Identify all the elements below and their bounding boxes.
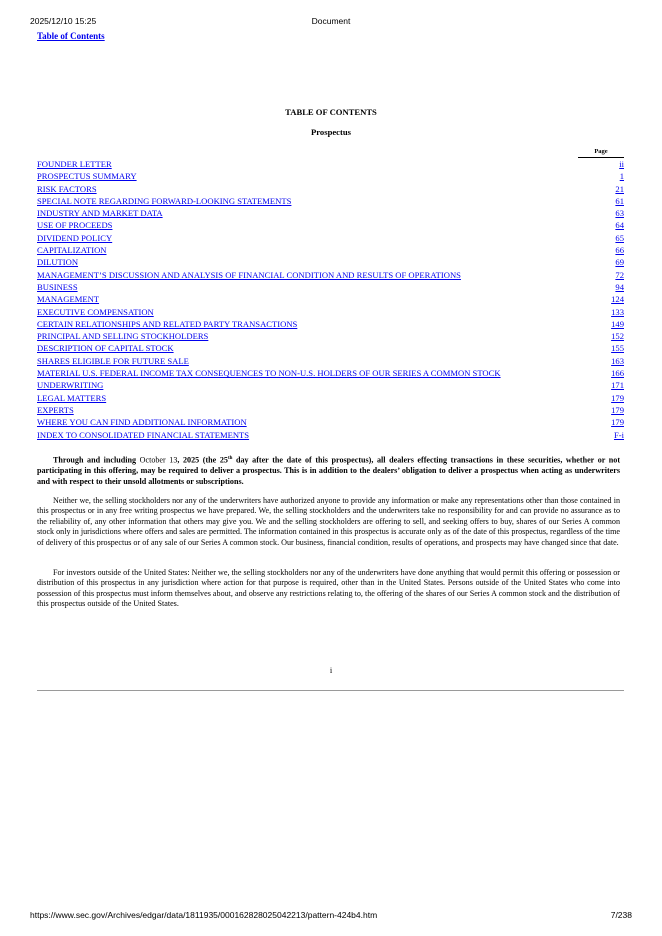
no-representation-paragraph [37, 496, 620, 548]
toc-entry [37, 318, 624, 330]
toc-entry-page[interactable]: 65 [615, 232, 624, 243]
toc-entry [37, 195, 624, 207]
toc-entry-page[interactable]: 179 [611, 392, 624, 403]
toc-entry [37, 256, 624, 268]
toc-list [37, 158, 624, 441]
toc-entry-label[interactable]: MATERIAL U.S. FEDERAL INCOME TAX CONSEQUENCES TO NON-U.S. HOLDERS OF OUR SERIES A COMMON STOCK [37, 368, 501, 379]
print-url: https://www.sec.gov/Archives/edgar/data/1811935/000162828025042213/pattern-424b4.htm [30, 910, 378, 920]
page-number: i [329, 665, 333, 675]
toc-entry-label[interactable]: UNDERWRITING [37, 380, 104, 391]
table-of-contents-link[interactable]: Table of Contents [37, 31, 105, 41]
toc-entry [37, 355, 624, 367]
toc-entry-page[interactable]: 149 [611, 318, 624, 329]
toc-entry-page[interactable]: 66 [615, 245, 624, 256]
notice-date: October 13 [139, 455, 178, 465]
toc-entry-page[interactable]: 133 [611, 306, 624, 317]
toc-entry-label[interactable]: USE OF PROCEEDS [37, 220, 113, 231]
toc-entry-label[interactable]: EXPERTS [37, 404, 74, 415]
toc-entry [37, 244, 624, 256]
notice-text-c: day after the date of this prospectus), all dealers effecting transactions in these securities, whether or not participating in this offering, may be required to deliver a prospectus. This is in addition to the dealers’ obligation to deliver a prospectus when acting as underwriters and with respect to their unsold allotments or subscriptions. [37, 455, 621, 486]
toc-entry [37, 170, 624, 182]
toc-entry [37, 269, 624, 281]
toc-entry-page[interactable]: 179 [611, 404, 624, 415]
toc-entry-page[interactable]: 72 [615, 269, 624, 280]
toc-entry-page[interactable]: 163 [611, 355, 624, 366]
no-representation-text: Neither we, the selling stockholders nor any of the underwriters have authorized anyone to provide any information or make any representations other than those contained in this prospectus or in any free writing prospectus we have prepared. We, the selling stockholders and the underwriters take no responsibility for and can provide no assurance as to the reliability of, any other information that others may give you. We and the selling stockholders are offering to sell, and seeking offers to buy, shares of our Series A common stock only in jurisdictions where offers and sales are permitted. The information contained in this prospectus is accurate only as of the date of this prospectus, regardless of the time of delivery of this prospectus or of any sale of our Series A common stock. Our business, financial condition, results of operations, and prospects may have changed since that date. [37, 496, 620, 547]
print-document-title: Document [311, 16, 351, 26]
toc-entry [37, 281, 624, 293]
toc-entry-label[interactable]: DIVIDEND POLICY [37, 232, 113, 243]
toc-entry-page[interactable]: 64 [615, 220, 624, 231]
print-page-count: 7/238 [610, 910, 632, 920]
toc-entry [37, 367, 624, 379]
toc-entry-page[interactable]: 166 [611, 368, 624, 379]
toc-entry-page[interactable]: 155 [611, 343, 624, 354]
print-header [0, 16, 662, 28]
notice-text-a: Through and including [53, 455, 140, 465]
toc-entry-page[interactable]: 171 [611, 380, 624, 391]
toc-entry [37, 207, 624, 219]
toc-entry-page[interactable]: 69 [615, 257, 624, 268]
foreign-investors-paragraph [37, 568, 620, 610]
toc-entry [37, 306, 624, 318]
toc-entry-page[interactable]: F-i [613, 429, 624, 440]
toc-entry-label[interactable]: MANAGEMENT’S DISCUSSION AND ANALYSIS OF FINANCIAL CONDITION AND RESULTS OF OPERATIONS [37, 269, 461, 280]
toc-entry [37, 379, 624, 391]
toc-entry [37, 392, 624, 404]
toc-entry-label[interactable]: CAPITALIZATION [37, 245, 107, 256]
toc-entry-label[interactable]: EXECUTIVE COMPENSATION [37, 306, 154, 317]
toc-entry-page[interactable]: 152 [611, 331, 624, 342]
toc-entry-label[interactable]: WHERE YOU CAN FIND ADDITIONAL INFORMATION [37, 417, 247, 428]
toc-entry [37, 293, 624, 305]
notice-text-b: , 2025 (the 25 [177, 455, 228, 465]
toc-entry-label[interactable]: DILUTION [37, 257, 79, 268]
toc-title: TABLE OF CONTENTS [285, 107, 377, 117]
toc-entry-page[interactable]: 1 [619, 171, 624, 182]
toc-entry [37, 232, 624, 244]
toc-entry-page[interactable]: 61 [615, 195, 624, 206]
toc-entry-label[interactable]: LEGAL MATTERS [37, 392, 107, 403]
toc-entry [37, 416, 624, 428]
toc-entry [37, 330, 624, 342]
print-datetime: 2025/12/10 15:25 [30, 16, 97, 26]
toc-entry-page[interactable]: 124 [611, 294, 624, 305]
toc-entry [37, 342, 624, 354]
toc-entry-label[interactable]: RISK FACTORS [37, 183, 97, 194]
toc-entry-label[interactable]: CERTAIN RELATIONSHIPS AND RELATED PARTY TRANSACTIONS [37, 318, 298, 329]
toc-entry-label[interactable]: SHARES ELIGIBLE FOR FUTURE SALE [37, 355, 189, 366]
toc-entry-label[interactable]: SPECIAL NOTE REGARDING FORWARD-LOOKING STATEMENTS [37, 195, 292, 206]
toc-entry-label[interactable]: MANAGEMENT [37, 294, 100, 305]
toc-entry [37, 158, 624, 170]
page-divider [37, 690, 624, 691]
page-column-header: Page [578, 148, 624, 158]
toc-entry [37, 219, 624, 231]
toc-entry-page[interactable]: 63 [615, 208, 624, 219]
toc-entry [37, 429, 624, 441]
foreign-investors-text: For investors outside of the United States: Neither we, the selling stockholders nor any of the underwriters have done anything that would permit this offering or possession or distribution of this prospectus in any jurisdiction where action for that purpose is required, other than in the United States. Persons outside of the United States who come into possession of this prospectus must inform themselves about, and observe any restrictions relating to, the offering of the shares of our Series A common stock and the distribution of this prospectus outside of the United States. [37, 568, 620, 609]
toc-subtitle: Prospectus [311, 127, 351, 137]
toc-entry-label[interactable]: FOUNDER LETTER [37, 159, 112, 169]
toc-entry-label[interactable]: BUSINESS [37, 281, 78, 292]
toc-entry-page[interactable]: 179 [611, 417, 624, 428]
toc-entry-label[interactable]: DESCRIPTION OF CAPITAL STOCK [37, 343, 174, 354]
toc-entry [37, 404, 624, 416]
toc-entry-label[interactable]: PROSPECTUS SUMMARY [37, 171, 137, 182]
dealer-prospectus-delivery-notice [37, 454, 620, 487]
toc-entry-label[interactable]: INDEX TO CONSOLIDATED FINANCIAL STATEMENTS [37, 429, 250, 440]
toc-entry [37, 183, 624, 195]
toc-entry-page[interactable]: 94 [615, 281, 624, 292]
toc-entry-label[interactable]: PRINCIPAL AND SELLING STOCKHOLDERS [37, 331, 209, 342]
notice-superscript: th [227, 456, 233, 461]
toc-entry-page[interactable]: 21 [615, 183, 624, 194]
toc-entry-page[interactable]: ii [619, 159, 624, 169]
print-footer [0, 910, 662, 922]
toc-entry-label[interactable]: INDUSTRY AND MARKET DATA [37, 208, 163, 219]
